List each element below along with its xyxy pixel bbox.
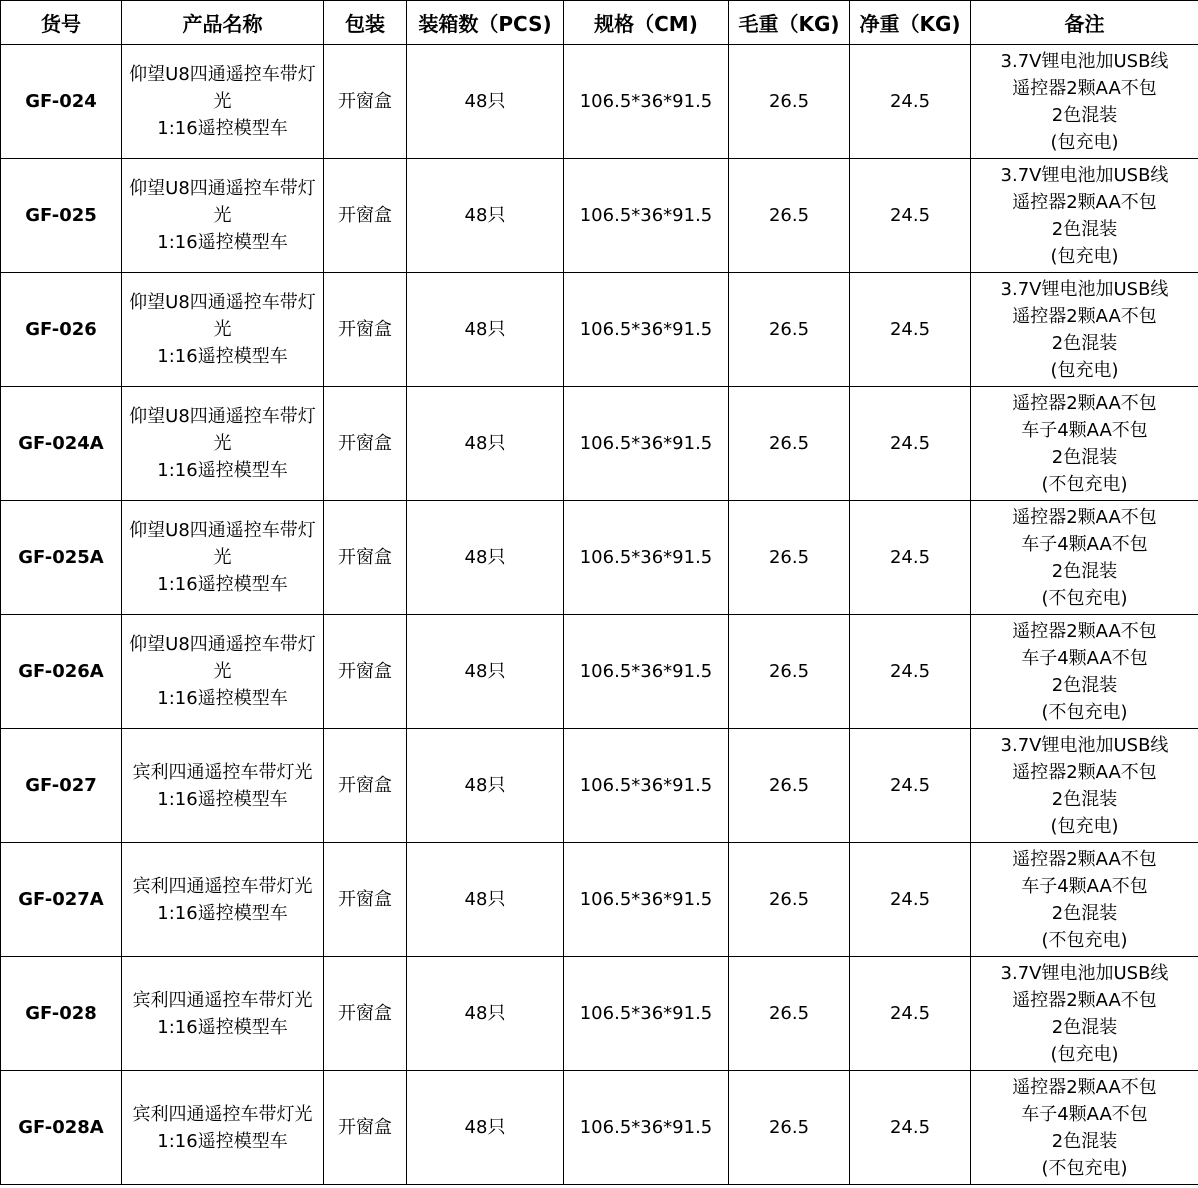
product-name-cell-line: 宾利四通遥控车带灯光 [132,989,313,1011]
carton-size-cell: 106.5*36*91.5 [564,615,729,729]
notes-cell-line: 遥控器2颗AA不包 [1012,620,1157,642]
notes-cell-line: (不包充电) [1041,587,1128,609]
product-name-cell-line: 1:16遥控模型车 [157,346,288,367]
notes-cell [971,159,1198,273]
header-carton-quantity: 装箱数（PCS) [407,1,564,45]
carton-size-cell: 106.5*36*91.5 [564,501,729,615]
notes-cell-line: 3.7V锂电池加USB线 [1000,50,1169,72]
carton-quantity-cell: 48只 [407,615,564,729]
gross-weight-cell: 26.5 [729,843,850,957]
notes-cell-line: 2色混装 [1051,674,1118,696]
gross-weight-cell: 26.5 [729,615,850,729]
carton-quantity-cell: 48只 [407,45,564,159]
notes-cell-line: (不包充电) [1041,701,1128,723]
notes-cell-line: 遥控器2颗AA不包 [1012,848,1157,870]
carton-size-cell: 106.5*36*91.5 [564,1071,729,1185]
notes-cell-line: (包充电) [1050,815,1119,837]
carton-quantity-cell: 48只 [407,729,564,843]
table-row [1,501,1198,615]
carton-quantity-cell: 48只 [407,957,564,1071]
sku-cell: GF-024 [1,45,122,159]
header-net-weight: 净重（KG) [850,1,971,45]
notes-cell-line: 遥控器2颗AA不包 [1012,761,1157,783]
packaging-cell: 开窗盒 [324,843,407,957]
notes-cell-line: 遥控器2颗AA不包 [1012,191,1157,213]
carton-size-cell: 106.5*36*91.5 [564,843,729,957]
net-weight-cell: 24.5 [850,843,971,957]
product-name-cell-line: 宾利四通遥控车带灯光 [132,1103,313,1125]
header-notes: 备注 [971,1,1198,45]
table-row [1,843,1198,957]
notes-cell-line: (不包充电) [1041,473,1128,495]
sku-cell: GF-024A [1,387,122,501]
notes-cell-line: 2色混装 [1051,218,1118,240]
notes-cell [971,957,1198,1071]
notes-cell-line: 遥控器2颗AA不包 [1012,989,1157,1011]
product-name-cell [122,615,324,729]
carton-size-cell: 106.5*36*91.5 [564,273,729,387]
notes-cell [971,1071,1198,1185]
net-weight-cell: 24.5 [850,615,971,729]
product-name-cell-line: 仰望U8四通遥控车带灯光 [129,406,316,454]
notes-cell [971,273,1198,387]
sku-cell: GF-026A [1,615,122,729]
carton-quantity-cell: 48只 [407,1071,564,1185]
notes-cell-line: 车子4颗AA不包 [1021,533,1148,555]
net-weight-cell: 24.5 [850,501,971,615]
notes-cell-line: 车子4颗AA不包 [1021,1103,1148,1125]
product-name-cell [122,159,324,273]
notes-cell-line: 遥控器2颗AA不包 [1012,506,1157,528]
notes-cell-line: 车子4颗AA不包 [1021,647,1148,669]
carton-size-cell: 106.5*36*91.5 [564,45,729,159]
product-name-cell [122,729,324,843]
notes-cell [971,729,1198,843]
header-carton-size: 规格（CM) [564,1,729,45]
net-weight-cell: 24.5 [850,957,971,1071]
product-name-cell [122,387,324,501]
header-gross-weight: 毛重（KG) [729,1,850,45]
notes-cell-line: 2色混装 [1051,788,1118,810]
sku-cell: GF-028A [1,1071,122,1185]
gross-weight-cell: 26.5 [729,387,850,501]
table-row [1,387,1198,501]
carton-quantity-cell: 48只 [407,159,564,273]
product-name-cell-line: 1:16遥控模型车 [157,232,288,253]
carton-size-cell: 106.5*36*91.5 [564,387,729,501]
sku-cell: GF-025A [1,501,122,615]
sku-cell: GF-026 [1,273,122,387]
notes-cell [971,45,1198,159]
product-name-cell-line: 1:16遥控模型车 [157,460,288,481]
notes-cell-line: (包充电) [1050,1043,1119,1065]
sku-cell: GF-027 [1,729,122,843]
carton-quantity-cell: 48只 [407,273,564,387]
notes-cell-line: 2色混装 [1051,446,1118,468]
notes-cell-line: 3.7V锂电池加USB线 [1000,278,1169,300]
gross-weight-cell: 26.5 [729,45,850,159]
notes-cell-line: (包充电) [1050,245,1119,267]
notes-cell-line: 3.7V锂电池加USB线 [1000,164,1169,186]
product-name-cell [122,45,324,159]
product-name-cell-line: 宾利四通遥控车带灯光 [132,761,313,783]
product-name-cell-line: 仰望U8四通遥控车带灯光 [129,634,316,682]
header-sku: 货号 [1,1,122,45]
net-weight-cell: 24.5 [850,273,971,387]
notes-cell-line: (不包充电) [1041,1157,1128,1179]
notes-cell [971,501,1198,615]
packaging-cell: 开窗盒 [324,501,407,615]
packaging-cell: 开窗盒 [324,45,407,159]
notes-cell-line: 遥控器2颗AA不包 [1012,1076,1157,1098]
product-name-cell-line: 1:16遥控模型车 [157,902,288,924]
product-name-cell [122,957,324,1071]
product-name-cell-line: 1:16遥控模型车 [157,118,288,139]
notes-cell-line: 2色混装 [1051,1016,1118,1038]
notes-cell-line: 3.7V锂电池加USB线 [1000,962,1169,984]
notes-cell-line: 遥控器2颗AA不包 [1012,77,1157,99]
product-name-cell-line: 仰望U8四通遥控车带灯光 [129,64,316,112]
packaging-cell: 开窗盒 [324,387,407,501]
product-name-cell [122,501,324,615]
notes-cell-line: 车子4颗AA不包 [1021,875,1148,897]
product-name-cell-line: 1:16遥控模型车 [157,788,288,810]
notes-cell-line: 2色混装 [1051,902,1118,924]
notes-cell [971,843,1198,957]
net-weight-cell: 24.5 [850,159,971,273]
product-name-cell-line: 仰望U8四通遥控车带灯光 [129,520,316,568]
notes-cell-line: (不包充电) [1041,929,1128,951]
product-name-cell-line: 仰望U8四通遥控车带灯光 [129,178,316,226]
net-weight-cell: 24.5 [850,1071,971,1185]
packaging-cell: 开窗盒 [324,273,407,387]
notes-cell-line: 2色混装 [1051,104,1118,126]
product-name-cell [122,1071,324,1185]
sku-cell: GF-028 [1,957,122,1071]
carton-size-cell: 106.5*36*91.5 [564,729,729,843]
gross-weight-cell: 26.5 [729,957,850,1071]
notes-cell-line: 2色混装 [1051,1130,1118,1152]
sku-cell: GF-025 [1,159,122,273]
carton-quantity-cell: 48只 [407,387,564,501]
gross-weight-cell: 26.5 [729,159,850,273]
carton-quantity-cell: 48只 [407,843,564,957]
carton-size-cell: 106.5*36*91.5 [564,159,729,273]
notes-cell-line: 2色混装 [1051,560,1118,582]
sku-cell: GF-027A [1,843,122,957]
table-row [1,273,1198,387]
product-name-cell-line: 1:16遥控模型车 [157,574,288,595]
net-weight-cell: 24.5 [850,729,971,843]
header-packaging: 包装 [324,1,407,45]
gross-weight-cell: 26.5 [729,501,850,615]
product-name-cell-line: 1:16遥控模型车 [157,1016,288,1038]
product-name-cell-line: 1:16遥控模型车 [157,1130,288,1152]
header-product-name: 产品名称 [122,1,324,45]
table-row [1,957,1198,1071]
notes-cell-line: 2色混装 [1051,332,1118,354]
table-row [1,1071,1198,1185]
carton-size-cell: 106.5*36*91.5 [564,957,729,1071]
net-weight-cell: 24.5 [850,45,971,159]
packaging-cell: 开窗盒 [324,1071,407,1185]
packaging-cell: 开窗盒 [324,957,407,1071]
notes-cell [971,387,1198,501]
packaging-cell: 开窗盒 [324,615,407,729]
notes-cell-line: 遥控器2颗AA不包 [1012,392,1157,414]
notes-cell-line: 3.7V锂电池加USB线 [1000,734,1169,756]
gross-weight-cell: 26.5 [729,1071,850,1185]
gross-weight-cell: 26.5 [729,273,850,387]
notes-cell [971,615,1198,729]
packaging-cell: 开窗盒 [324,729,407,843]
product-name-cell-line: 仰望U8四通遥控车带灯光 [129,292,316,340]
table-row [1,159,1198,273]
notes-cell-line: 遥控器2颗AA不包 [1012,305,1157,327]
table-row [1,729,1198,843]
packaging-cell: 开窗盒 [324,159,407,273]
net-weight-cell: 24.5 [850,387,971,501]
product-name-cell [122,843,324,957]
gross-weight-cell: 26.5 [729,729,850,843]
product-name-cell-line: 宾利四通遥控车带灯光 [132,875,313,897]
table-row [1,615,1198,729]
header-row [1,1,1198,45]
product-name-cell-line: 1:16遥控模型车 [157,688,288,709]
notes-cell-line: 车子4颗AA不包 [1021,419,1148,441]
product-name-cell [122,273,324,387]
table-row [1,45,1198,159]
notes-cell-line: (包充电) [1050,359,1119,381]
notes-cell-line: (包充电) [1050,131,1119,153]
carton-quantity-cell: 48只 [407,501,564,615]
